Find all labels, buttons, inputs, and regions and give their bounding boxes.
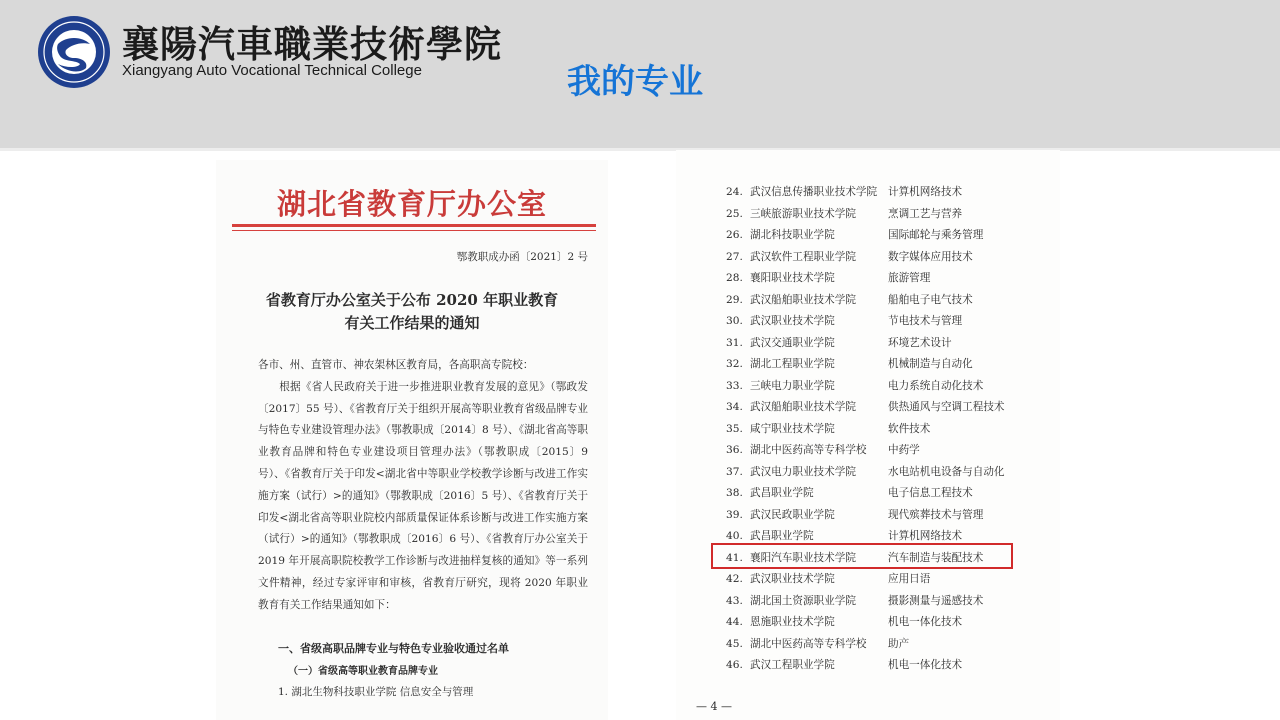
list-item [726, 591, 1005, 613]
major-name: 摄影测量与遥感技术 [888, 594, 984, 607]
school-name: 湖北科技职业学院 [750, 229, 835, 241]
item-number: 37. [726, 465, 743, 478]
major-name: 国际邮轮与乘务管理 [888, 229, 984, 241]
item-number: 42. [726, 573, 743, 585]
school-name: 襄阳职业技术学院 [750, 272, 835, 284]
school-name: 武汉交通职业学院 [750, 336, 835, 349]
highlight-box [711, 543, 1013, 569]
school-name: 武汉船舶职业技术学院 [750, 293, 856, 306]
list-item [726, 440, 1005, 462]
major-name: 机电一体化技术 [888, 616, 963, 628]
item-number: 46. [726, 659, 743, 671]
item-number: 41. [726, 551, 743, 564]
list-item [726, 655, 1005, 677]
major-name: 电子信息工程技术 [888, 487, 973, 499]
major-name: 中药学 [888, 444, 920, 456]
list-item [726, 612, 1005, 634]
item-number: 39. [726, 508, 743, 521]
major-list-page [676, 150, 1060, 720]
school-name: 襄阳汽车职业技术学院 [750, 551, 856, 564]
list-item [726, 182, 1005, 204]
school-name: 武汉工程职业学院 [750, 659, 835, 671]
list-item [726, 247, 1005, 269]
major-name: 环境艺术设计 [888, 336, 952, 349]
list-item [726, 419, 1005, 441]
subsection-heading: （一）省级高等职业教育品牌专业 [288, 666, 438, 677]
school-name: 三峡旅游职业技术学院 [750, 207, 856, 220]
item-number: 43. [726, 594, 743, 607]
major-name: 船舶电子电气技术 [888, 293, 973, 306]
list-item [726, 225, 1005, 247]
item-number: 38. [726, 487, 743, 499]
list-item [726, 483, 1005, 505]
document-heading-line2: 有关工作结果的通知 [344, 314, 480, 332]
major-name: 机电一体化技术 [888, 659, 963, 671]
header-divider [0, 148, 1280, 151]
list-item [726, 290, 1005, 312]
major-name: 供热通风与空调工程技术 [888, 401, 1005, 413]
list-item: 1. 湖北生物科技职业学院 信息安全与管理 [278, 686, 474, 698]
college-name-en: Xiangyang Auto Vocational Technical College [122, 62, 422, 79]
item-number: 45. [726, 637, 743, 650]
school-name: 武汉信息传播职业技术学院 [750, 186, 878, 198]
school-name: 咸宁职业技术学院 [750, 422, 835, 435]
school-name: 武汉职业技术学院 [750, 573, 835, 585]
list-item [726, 397, 1005, 419]
item-number: 33. [726, 379, 743, 392]
list-item [726, 462, 1005, 484]
page-number: — 4 — [696, 700, 732, 713]
major-name: 数字媒体应用技术 [888, 250, 973, 263]
item-number: 26. [726, 229, 743, 241]
school-name: 武汉民政职业学院 [750, 508, 835, 521]
list-item [726, 569, 1005, 591]
major-name: 软件技术 [888, 422, 931, 435]
item-number: 30. [726, 315, 743, 327]
major-name: 计算机网络技术 [888, 186, 963, 198]
college-name-cn: 襄陽汽車職業技術學院 [122, 22, 502, 66]
notice-document-page [216, 160, 608, 720]
document-number: 鄂教职成办函〔2021〕2 号 [456, 251, 588, 263]
major-list [726, 182, 1005, 677]
major-name: 烹调工艺与营养 [888, 207, 963, 220]
major-name: 节电技术与管理 [888, 315, 963, 327]
list-item [726, 354, 1005, 376]
school-name: 武昌职业学院 [750, 487, 814, 499]
list-item [726, 268, 1005, 290]
major-name: 电力系统自动化技术 [888, 379, 984, 392]
list-item [726, 376, 1005, 398]
major-name: 计算机网络技术 [888, 530, 963, 542]
document-paragraph: 根据《省人民政府关于进一步推进职业教育发展的意见》（鄂政发〔2017〕55 号）、《省教育厅关于组织开展高等职业教育省级品牌专业与特色专业建设管理办法》（鄂教职成〔2014〕8 号）、《湖北省高等职业教育品牌和特色专业建设项目管理办法》（鄂教职成〔2015〕9 号）、《省教育厅关于印发<湖北省中等职业学校教学诊断与改进工作实施方案（试行）>的通知》（鄂教职成〔2016〕5 号）、《省教育厅关于印发<湖北省高等职业院校内部质量保证体系诊断与改进工作实施方案（试行）>的通知》（鄂教职成〔2016〕6 号）、《省教育厅办公室关于 2019 年开展高职院校教学工作诊断与改进抽样复核的通知》等一系列文件精神，经过专家评审和审核，省教育厅研究，现将 2020 年职业教育有关工作结果通知如下： [258, 380, 588, 611]
item-number: 44. [726, 616, 743, 628]
school-name: 湖北工程职业学院 [750, 358, 835, 370]
letterhead-rule [232, 224, 596, 227]
list-item [726, 311, 1005, 333]
item-number: 25. [726, 207, 743, 220]
item-number: 36. [726, 444, 743, 456]
letterhead-rule-thin [232, 230, 596, 231]
school-name: 湖北国土资源职业学院 [750, 594, 856, 607]
list-item [726, 333, 1005, 355]
document-letterhead: 湖北省教育厅办公室 [276, 187, 547, 221]
page-title: 我的专业 [567, 62, 703, 102]
list-item [726, 634, 1005, 656]
item-number: 34. [726, 401, 743, 413]
school-name: 恩施职业技术学院 [750, 616, 835, 628]
school-name: 武汉电力职业技术学院 [750, 465, 856, 478]
school-name: 武昌职业学院 [750, 530, 814, 542]
school-name: 湖北中医药高等专科学校 [750, 444, 867, 456]
document-heading-line1: 省教育厅办公室关于公布 2020 年职业教育 [265, 291, 559, 309]
list-item [726, 204, 1005, 226]
item-number: 32. [726, 358, 743, 370]
item-number: 29. [726, 293, 743, 306]
item-number: 24. [726, 186, 743, 198]
major-name: 水电站机电设备与自动化 [888, 465, 1005, 478]
school-name: 三峡电力职业学院 [750, 379, 835, 392]
document-body [258, 355, 588, 617]
item-number: 31. [726, 336, 743, 349]
item-number: 28. [726, 272, 743, 284]
school-name: 武汉职业技术学院 [750, 315, 835, 327]
item-number: 35. [726, 422, 743, 435]
list-item [726, 505, 1005, 527]
major-name: 现代殡葬技术与管理 [888, 508, 984, 521]
school-name: 武汉船舶职业技术学院 [750, 401, 856, 413]
major-name: 旅游管理 [888, 272, 931, 284]
major-name: 应用日语 [888, 573, 931, 585]
school-name: 湖北中医药高等专科学校 [750, 637, 867, 650]
item-number: 27. [726, 250, 743, 263]
school-name: 武汉软件工程职业学院 [750, 250, 856, 263]
major-name: 助产 [888, 637, 910, 650]
document-salutation: 各市、州、直管市、神农架林区教育局，各高职高专院校： [258, 359, 534, 371]
major-name: 汽车制造与装配技术 [888, 551, 984, 564]
item-number: 40. [726, 530, 743, 542]
section-heading: 一、省级高职品牌专业与特色专业验收通过名单 [278, 642, 509, 655]
major-name: 机械制造与自动化 [888, 358, 973, 370]
